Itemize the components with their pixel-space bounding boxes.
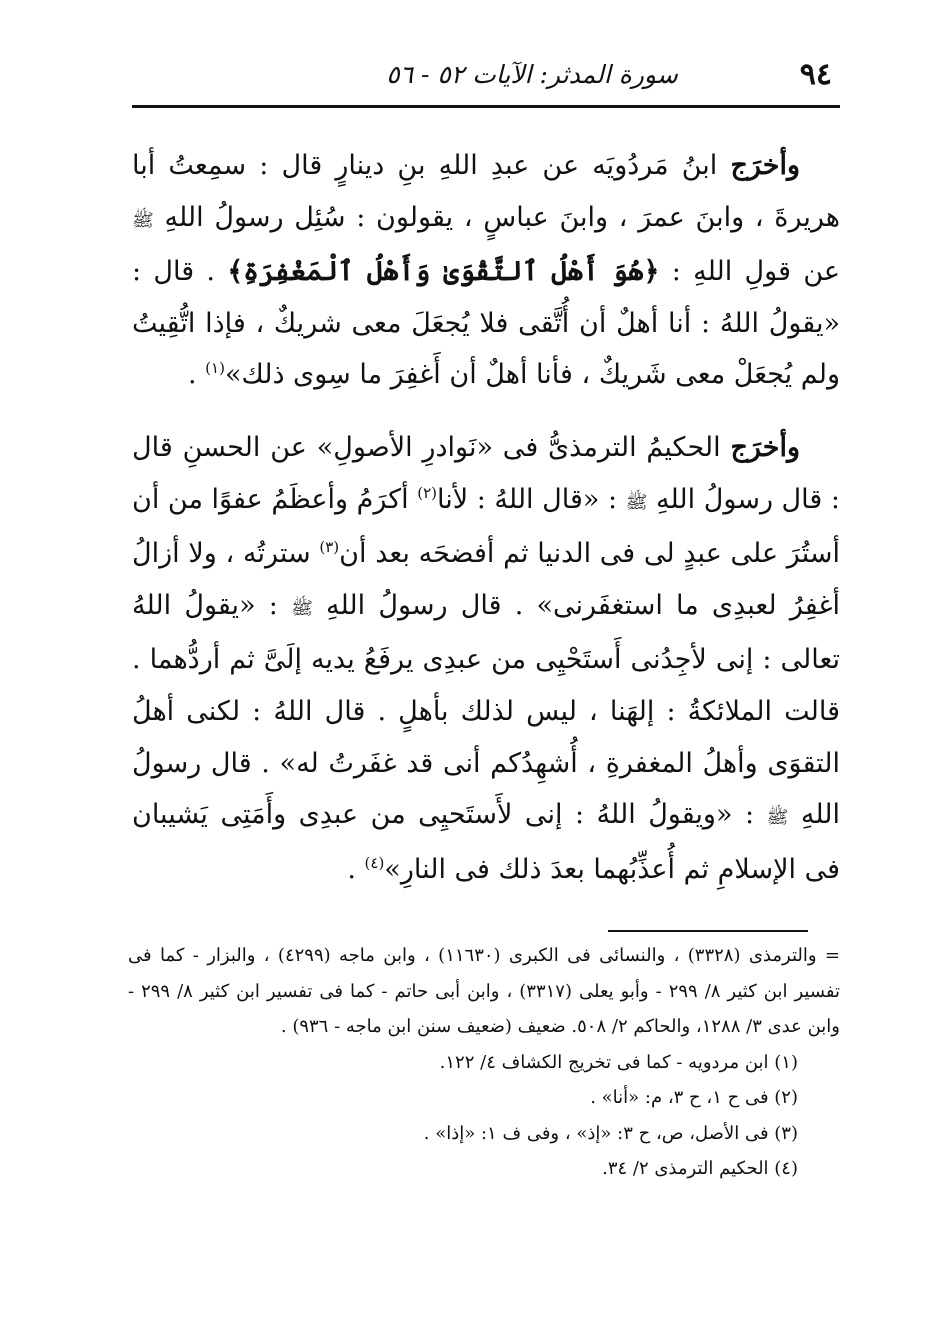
text-run: : «يقولُ اللهُ تعالى : إنى لأجِدُنى أَستَحْيِى من عبدِى يرفَعُ يديه إلَىَّ ثم أردُّهما . قالت الملائكةُ : إلهَنا ، ليس لذلك بأهلٍ . قال اللهُ : لكنى أهلُ التقوَى وأهلُ المغفرةِ ، أُشهِدُكم أنى قد غفَرتُ له» . قال رسولُ اللهِ	[132, 589, 840, 831]
page-number: ٩٤	[799, 56, 832, 92]
footnote-separator	[608, 930, 808, 932]
text-run: الحكيمُ الترمذىُّ فى «نَوادرِ الأصولِ» عن الحسنِ قال : قال رسولُ اللهِ	[132, 431, 840, 515]
footnotes	[128, 938, 840, 1187]
text-run: أكرَمُ وأعظَمُ عفوًا من أن أستُرَ على عبدٍ لى فى الدنيا ثم أفضحَه بعد أن	[132, 483, 840, 570]
footnote-ref-4[interactable]: (٤)	[364, 853, 385, 872]
footnote-ref-1[interactable]: (١)	[205, 359, 225, 378]
main-text	[132, 140, 840, 895]
footnote-3: (٣) فى الأصل، ص، ح ٣: «إذ» ، وفى ف ١: «إذا» .	[423, 1122, 798, 1144]
header-rule	[132, 105, 840, 108]
honorific-glyph: ﷺ	[766, 807, 789, 829]
quran-verse: ﴿هُوَ أَهْلُ ٱلتَّقْوَىٰ وَأَهْلُ ٱلْمَغْفِرَةِ﴾	[227, 256, 660, 288]
footnote-2: (٢) فى ح ١، ح ٣، م: «أنا» .	[590, 1087, 798, 1108]
text-run: سترتُه ، ولا أزالُ أغفِرُ لعبدِى ما استغفَرنى» . قال رسولُ اللهِ	[132, 538, 841, 621]
text-run: . قال : «يقولُ اللهُ : أنا أهلٌ أن أُتَّقى فلا يُجعَلَ معى شريكٌ ، فإذا اتُّقِيتُ ولم يُجعَلْ معى شَريكٌ ، فأنا أهلٌ أن أَغفِرَ ما سِوى ذلك»	[132, 256, 840, 391]
text-run: عن قولِ اللهِ :	[659, 256, 840, 288]
text-run: .	[347, 853, 365, 885]
paragraph-2	[132, 422, 840, 895]
honorific-glyph: ﷺ	[291, 597, 313, 619]
text-run: .	[188, 359, 206, 391]
footnote-ref-3[interactable]: (٣)	[319, 538, 340, 557]
text-run: ابنُ مَردُويَه عن عبدِ اللهِ بنِ دينارٍ قال : سمِعتُ أبا هريرةَ ، وابنَ عمرَ ، وابنَ عباسٍ ، يقولون : سُئِل رسولُ اللهِ	[132, 150, 840, 233]
running-title: سورة المدثر: الآيات ٥٢ - ٥٦	[386, 59, 678, 89]
text-run: : «ويقولُ اللهُ : إنى لأَستَحيِى من عبدِى وأَمَتِى يَشيبان فى الإسلامِ ثم أُعذِّبُهما بعدَ ذلك فى النارِ»	[132, 799, 840, 885]
honorific-glyph: ﷺ	[132, 209, 154, 231]
footnote-ref-2[interactable]: (٢)	[417, 483, 438, 502]
paragraph-lead: وأخرَج	[730, 150, 800, 181]
footnote-1: (١) ابن مردويه - كما فى تخريج الكشاف ٤/ ١٢٢.	[439, 1051, 798, 1073]
footnote-continuation: = والترمذى (٣٣٢٨) ، والنسائى فى الكبرى (١١٦٣٠) ، وابن ماجه (٤٢٩٩) ، والبزار - كما فى تفسير ابن كثير ٨/ ٢٩٩ - وأبو يعلى (٣٣١٧) ، وابن أبى حاتم - كما فى تفسير ابن كثير ٨/ ٢٩٩ - وابن عدى ٣/ ١٢٨٨، والحاكم ٢/ ٥٠٨. ضعيف (ضعيف سنن ابن ماجه - ٩٣٦) .	[128, 945, 841, 1037]
page-header	[132, 52, 840, 96]
text-run: : «قال اللهُ : لأنا	[437, 483, 626, 515]
paragraph-lead: وأخرَج	[730, 431, 800, 463]
paragraph-1	[132, 140, 840, 401]
footnote-4: (٤) الحكيم الترمذى ٢/ ٣٤.	[602, 1158, 798, 1179]
honorific-glyph: ﷺ	[625, 491, 648, 513]
